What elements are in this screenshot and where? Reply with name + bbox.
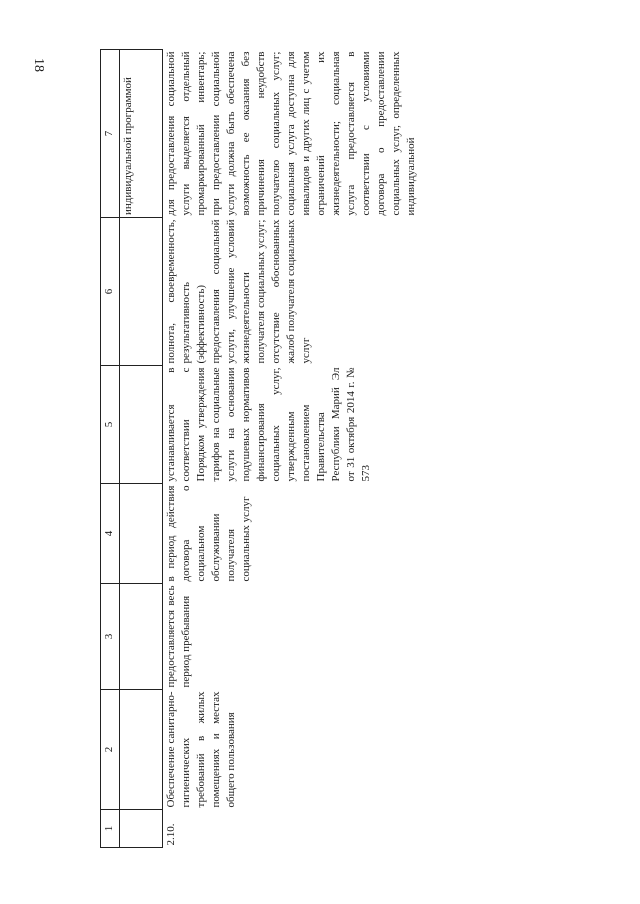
quality-indicators: полнота, своевременность, результативность (эффективность) предоставления социальной услуги, улучшение условий жизнедеятельности получателя социальных услуг; отсутствие обоснованных жалоб получателя социальных услуг bbox=[165, 219, 312, 364]
service-conditions: для предоставления социальной услуги выделяется отдельный промаркированный инвентарь; при предоставлении социальной услуги должна быть обеспечена возможность ее оказания без причинения неудобств получателю социальных услуг; социальная услуга доступна для инвалидов и других лиц с учетом ограничений их жизнедеятельности; социальная услуга предоставляется в соответствии с условиями договора о предоставлении социальных услуг, определенных индивидуальной bbox=[165, 51, 417, 216]
continuation-cell bbox=[120, 218, 163, 366]
service-name: Обеспечение санитарно-гигиенических требований в жилых помещениях и местах общего пользования bbox=[165, 691, 237, 808]
service-term: в период действия договора о социальном обслуживании получателя социальных услуг bbox=[165, 485, 252, 582]
header-col-7: 7 bbox=[101, 50, 120, 218]
continuation-cell bbox=[120, 484, 163, 584]
table-header-row bbox=[101, 50, 120, 848]
continuation-cell bbox=[120, 810, 163, 848]
continuation-col7: индивидуальной программой bbox=[120, 50, 163, 218]
service-tariff: устанавливается в соответствии с Порядком утверждения тарифов на социальные услуги на основании подушевых нормативов финансирования социальных услуг, утвержденным постановлением Правительства Республики Марий Эл от 31 октября 2014 г. № 573 bbox=[165, 367, 372, 482]
service-volume: предоставляется весь период пребывания bbox=[165, 585, 192, 688]
header-col-3: 3 bbox=[101, 584, 120, 690]
header-col-2: 2 bbox=[101, 690, 120, 810]
continuation-row bbox=[120, 50, 163, 848]
header-col-4: 4 bbox=[101, 484, 120, 584]
table-row bbox=[163, 50, 421, 848]
row-number-cell bbox=[163, 810, 421, 848]
header-col-5: 5 bbox=[101, 366, 120, 484]
row-number: 2.10. bbox=[165, 823, 177, 846]
header-col-6: 6 bbox=[101, 218, 120, 366]
continuation-cell bbox=[120, 690, 163, 810]
header-col-1: 1 bbox=[101, 810, 120, 848]
continuation-cell bbox=[120, 366, 163, 484]
continuation-cell bbox=[120, 584, 163, 690]
services-table bbox=[100, 49, 420, 848]
rotated-page-content bbox=[100, 50, 640, 848]
page-number: 18 bbox=[31, 58, 46, 72]
